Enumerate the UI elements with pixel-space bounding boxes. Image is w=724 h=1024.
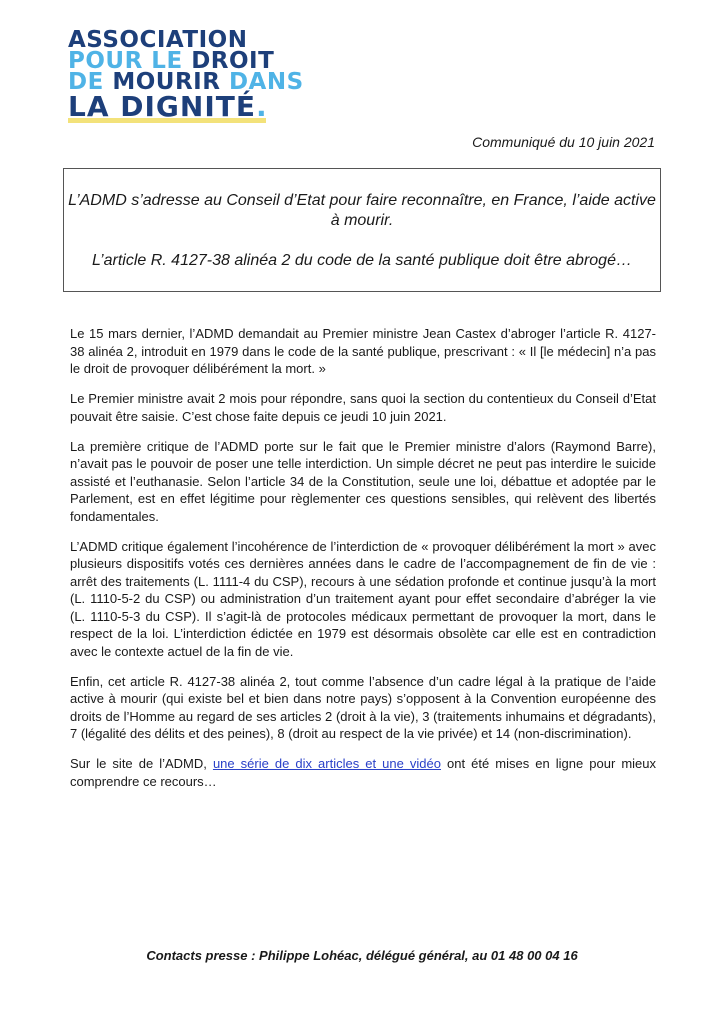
paragraph: Le Premier ministre avait 2 mois pour répondre, sans quoi la section du contentieux du Conseil d’Etat pouvait être saisie. C’est chose faite depuis ce jeudi 10 juin 2021. [70, 391, 656, 424]
articles-video-link[interactable]: une série de dix articles et une vidéo [212, 756, 441, 771]
logo-word: MOURIR [112, 69, 221, 95]
paragraph-text: ont été mises en ligne pour mieux comprendre ce recours… [70, 756, 657, 789]
headline-box [63, 168, 661, 292]
logo-word: DANS [228, 69, 304, 95]
logo-dot: . [255, 90, 268, 123]
communique-date: Communiqué du 10 juin 2021 [472, 134, 655, 150]
paragraph: La première critique de l’ADMD porte sur le fait que le Premier ministre d’alors (Raymond Barre), n’avait pas le pouvoir de poser une telle interdiction. Un simple décret ne peut pas interdire le suicide assisté et l’euthanasie. Selon l’article 34 de la Constitution, seule une loi, débattue et adoptée par le Parlement, est en effet légitime pour règlementer ces questions sensibles, qui relèvent des libertés fondamentales. [70, 438, 656, 524]
logo-word: LA DIGNITÉ [68, 90, 256, 123]
logo-word: DE [68, 69, 104, 95]
logo-line-1: ASSOCIATION [68, 27, 248, 53]
press-contact: Contacts presse : Philippe Lohéac, délégué général, au 01 48 00 04 16 [146, 948, 578, 963]
logo-word: DROIT [191, 48, 275, 74]
logo-line-4 [68, 90, 278, 123]
paragraph: L’ADMD critique également l’incohérence de l’interdiction de « provoquer délibérément la mort » avec plusieurs dispositifs votés ces dernières années dans le cadre de l’accompagnement de fin de vie : arrêt des traitements (L. 1111-4 du CSP), recours à une sédation profonde et continue jusqu’à la mort (L. 1110-5-2 du CSP) ou administration d’un traitement ayant pour effet secondaire d’abréger la vie (L. 1110-5-3 du CSP). Il s’agit-là de protocoles médicaux permettant de provoquer la mort, dans le respect de la loi. L’interdiction édictée en 1979 est désormais obsolète car elle est en contradiction avec le contexte actuel de la fin de vie. [70, 538, 656, 659]
association-logo [68, 27, 304, 123]
logo-word: POUR LE [68, 48, 183, 74]
article-body [70, 325, 656, 803]
paragraph-text: Sur le site de l’ADMD, [70, 756, 213, 771]
paragraph-with-link [70, 755, 656, 790]
paragraph: Enfin, cet article R. 4127-38 alinéa 2, tout comme l’absence d’un cadre légal à la pratique de l’aide active à mourir (qui existe bel et bien dans notre pays) s’opposent à la Convention européenne des droits de l’Homme au regard de ses articles 2 (droit à la vie), 3 (traitements inhumains et dégradants), 7 (légalité des délits et des peines), 8 (droit au respect de la vie privée) et 14 (non-discrimination). [70, 673, 656, 741]
headline-2: L’article R. 4127-38 alinéa 2 du code de la santé publique doit être abrogé… [92, 252, 632, 269]
paragraph: Le 15 mars dernier, l’ADMD demandait au Premier ministre Jean Castex d’abroger l’article R. 4127-38 alinéa 2, introduit en 1979 dans le code de la santé publique, prescrivant : « Il [le médecin] n’a pas le droit de provoquer délibérément la mort. » [70, 326, 656, 376]
headline-1: L’ADMD s’adresse au Conseil d’Etat pour faire reconnaître, en France, l’aide active à mourir. [68, 192, 656, 229]
